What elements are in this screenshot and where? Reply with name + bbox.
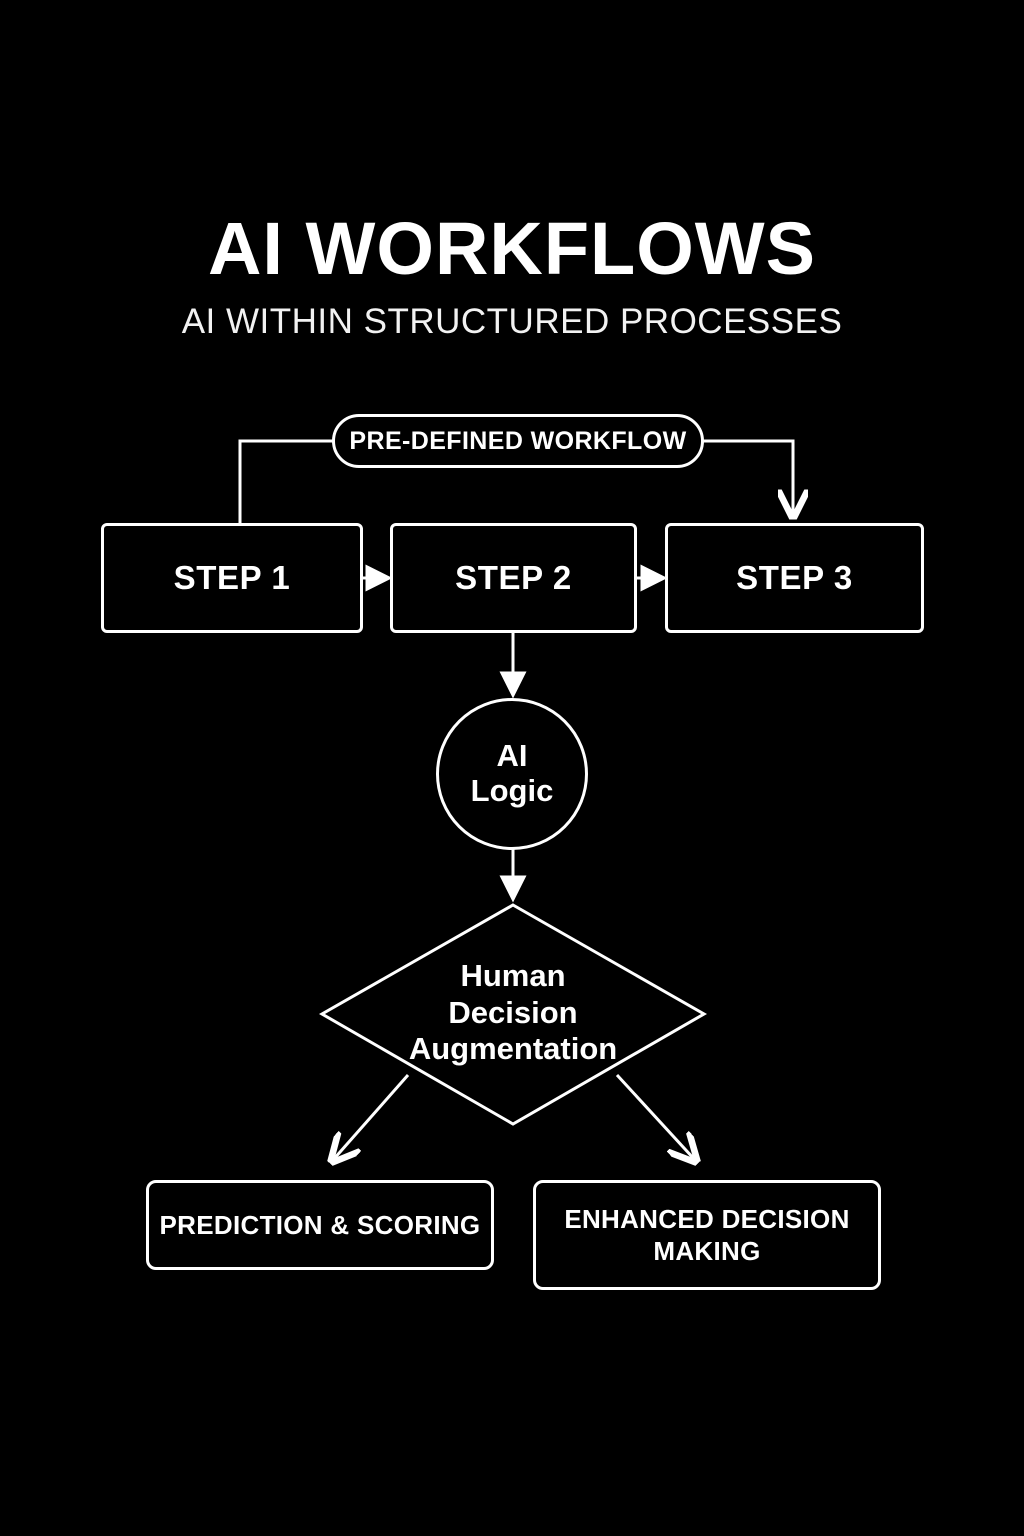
page-subtitle: AI WITHIN STRUCTURED PROCESSES: [181, 302, 843, 341]
decision-line-1: Human: [460, 958, 566, 993]
ai-logic-line-1: AI: [496, 738, 528, 774]
step-box-2[interactable]: STEP 2: [390, 523, 637, 633]
page-title: AI WORKFLOWS: [207, 207, 816, 290]
step-box-1[interactable]: STEP 1: [101, 523, 363, 633]
workflow-pill[interactable]: PRE-DEFINED WORKFLOW: [332, 414, 704, 468]
step-box-3[interactable]: STEP 3: [665, 523, 924, 633]
outcome-box-enhanced-decision-making[interactable]: ENHANCED DECISION MAKING: [533, 1180, 881, 1290]
ai-logic-node[interactable]: [436, 698, 588, 850]
decision-line-2: Decision: [448, 994, 578, 1030]
decision-diamond-label: [322, 958, 704, 1068]
outcome-box-prediction-scoring[interactable]: PREDICTION & SCORING: [146, 1180, 494, 1270]
ai-logic-line-2: Logic: [470, 773, 554, 808]
decision-line-3: Augmentation: [408, 1031, 618, 1067]
